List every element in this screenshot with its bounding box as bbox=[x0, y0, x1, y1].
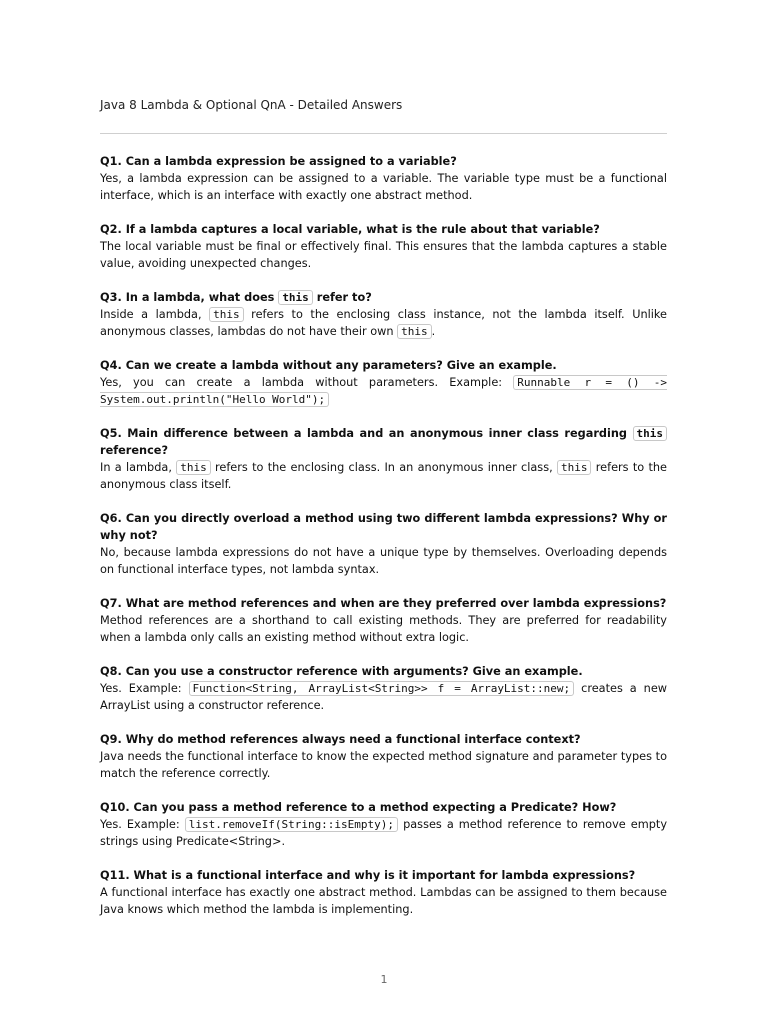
inline-code: Runnable r = () -> System.out.println("Hello World"); bbox=[100, 376, 667, 406]
question-11: Q11. What is a functional interface and why is it important for lambda expressions? bbox=[100, 869, 636, 882]
answer-7: Method references are a shorthand to call existing methods. They are preferred for readability when a lambda only calls an existing method without extra logic. bbox=[100, 614, 667, 644]
answer-3-text-middle: refers to the enclosing class instance, not the lambda itself. Unlike anonymous classes, lambdas do not have their own bbox=[100, 308, 667, 338]
inline-code: this bbox=[278, 290, 313, 305]
question-1: Q1. Can a lambda expression be assigned to a variable? bbox=[100, 155, 457, 168]
qa-item-4 bbox=[100, 357, 667, 408]
inline-code: this bbox=[176, 460, 211, 475]
qa-item-3 bbox=[100, 289, 667, 340]
qa-item-1 bbox=[100, 153, 667, 204]
qa-item-9 bbox=[100, 731, 667, 782]
answer-10-text-start: Yes. Example: bbox=[100, 818, 185, 831]
qa-item-6 bbox=[100, 510, 667, 578]
qa-item-5 bbox=[100, 425, 667, 493]
question-4: Q4. Can we create a lambda without any parameters? Give an example. bbox=[100, 359, 557, 372]
inline-code: this bbox=[633, 426, 668, 441]
inline-code: list.removeIf(String::isEmpty); bbox=[185, 817, 398, 832]
question-5-text-start: Q5. Main difference between a lambda and an anonymous inner class regarding bbox=[100, 427, 633, 440]
qa-item-11 bbox=[100, 867, 667, 918]
qa-item-10 bbox=[100, 799, 667, 850]
answer-5-text-middle: refers to the enclosing class. In an anonymous inner class, bbox=[210, 461, 557, 474]
inline-code: this bbox=[397, 324, 432, 339]
qa-item-7 bbox=[100, 595, 667, 646]
answer-4-text-start: Yes, you can create a lambda without parameters. Example: bbox=[100, 376, 514, 389]
answer-2: The local variable must be final or effectively final. This ensures that the lambda captures a stable value, avoiding unexpected changes. bbox=[100, 240, 667, 270]
answer-10 bbox=[100, 816, 667, 850]
question-8: Q8. Can you use a constructor reference with arguments? Give an example. bbox=[100, 665, 583, 678]
question-3 bbox=[100, 289, 667, 306]
answer-8-text-start: Yes. Example: bbox=[100, 682, 189, 695]
answer-10-text-end: passes a method reference to remove empty strings using Predicate<String>. bbox=[100, 818, 668, 848]
question-5-text-end: reference? bbox=[100, 444, 168, 457]
question-9: Q9. Why do method references always need a functional interface context? bbox=[100, 733, 581, 746]
question-7: Q7. What are method references and when are they preferred over lambda expressions? bbox=[100, 597, 667, 610]
answer-4 bbox=[100, 374, 667, 408]
question-6: Q6. Can you directly overload a method using two different lambda expressions? Why or why not? bbox=[100, 512, 667, 542]
question-5 bbox=[100, 425, 667, 459]
question-3-text-end: refer to? bbox=[312, 291, 372, 304]
document-title: Java 8 Lambda & Optional QnA - Detailed Answers bbox=[100, 98, 403, 112]
header-divider bbox=[100, 133, 667, 134]
answer-3 bbox=[100, 306, 667, 340]
answer-1: Yes, a lambda expression can be assigned to a variable. The variable type must be a functional interface, which is an interface with exactly one abstract method. bbox=[100, 172, 667, 202]
answer-5-text-start: In a lambda, bbox=[100, 461, 177, 474]
answer-8 bbox=[100, 680, 667, 714]
answer-3-text-start: Inside a lambda, bbox=[100, 308, 210, 321]
qa-list bbox=[100, 153, 667, 935]
qa-item-2 bbox=[100, 221, 667, 272]
question-2: Q2. If a lambda captures a local variable, what is the rule about that variable? bbox=[100, 223, 600, 236]
inline-code: Function<String, ArrayList<String>> f = ArrayList::new; bbox=[189, 681, 575, 696]
answer-5 bbox=[100, 459, 667, 493]
answer-8-text-end: creates a new ArrayList using a constructor reference. bbox=[100, 682, 668, 712]
qa-item-8 bbox=[100, 663, 667, 714]
answer-11: A functional interface has exactly one abstract method. Lambdas can be assigned to them because Java knows which method the lambda is implementing. bbox=[100, 886, 667, 916]
page-number: 1 bbox=[380, 973, 388, 986]
answer-9: Java needs the functional interface to know the expected method signature and parameter types to match the reference correctly. bbox=[100, 750, 667, 780]
inline-code: this bbox=[557, 460, 592, 475]
answer-3-text-end: . bbox=[431, 325, 436, 338]
inline-code: this bbox=[209, 307, 244, 322]
question-3-text-start: Q3. In a lambda, what does bbox=[100, 291, 279, 304]
answer-6: No, because lambda expressions do not have a unique type by themselves. Overloading depends on functional interface types, not lambda syntax. bbox=[100, 546, 667, 576]
answer-5-text-end: refers to the anonymous class itself. bbox=[100, 461, 668, 491]
question-10: Q10. Can you pass a method reference to a method expecting a Predicate? How? bbox=[100, 801, 617, 814]
